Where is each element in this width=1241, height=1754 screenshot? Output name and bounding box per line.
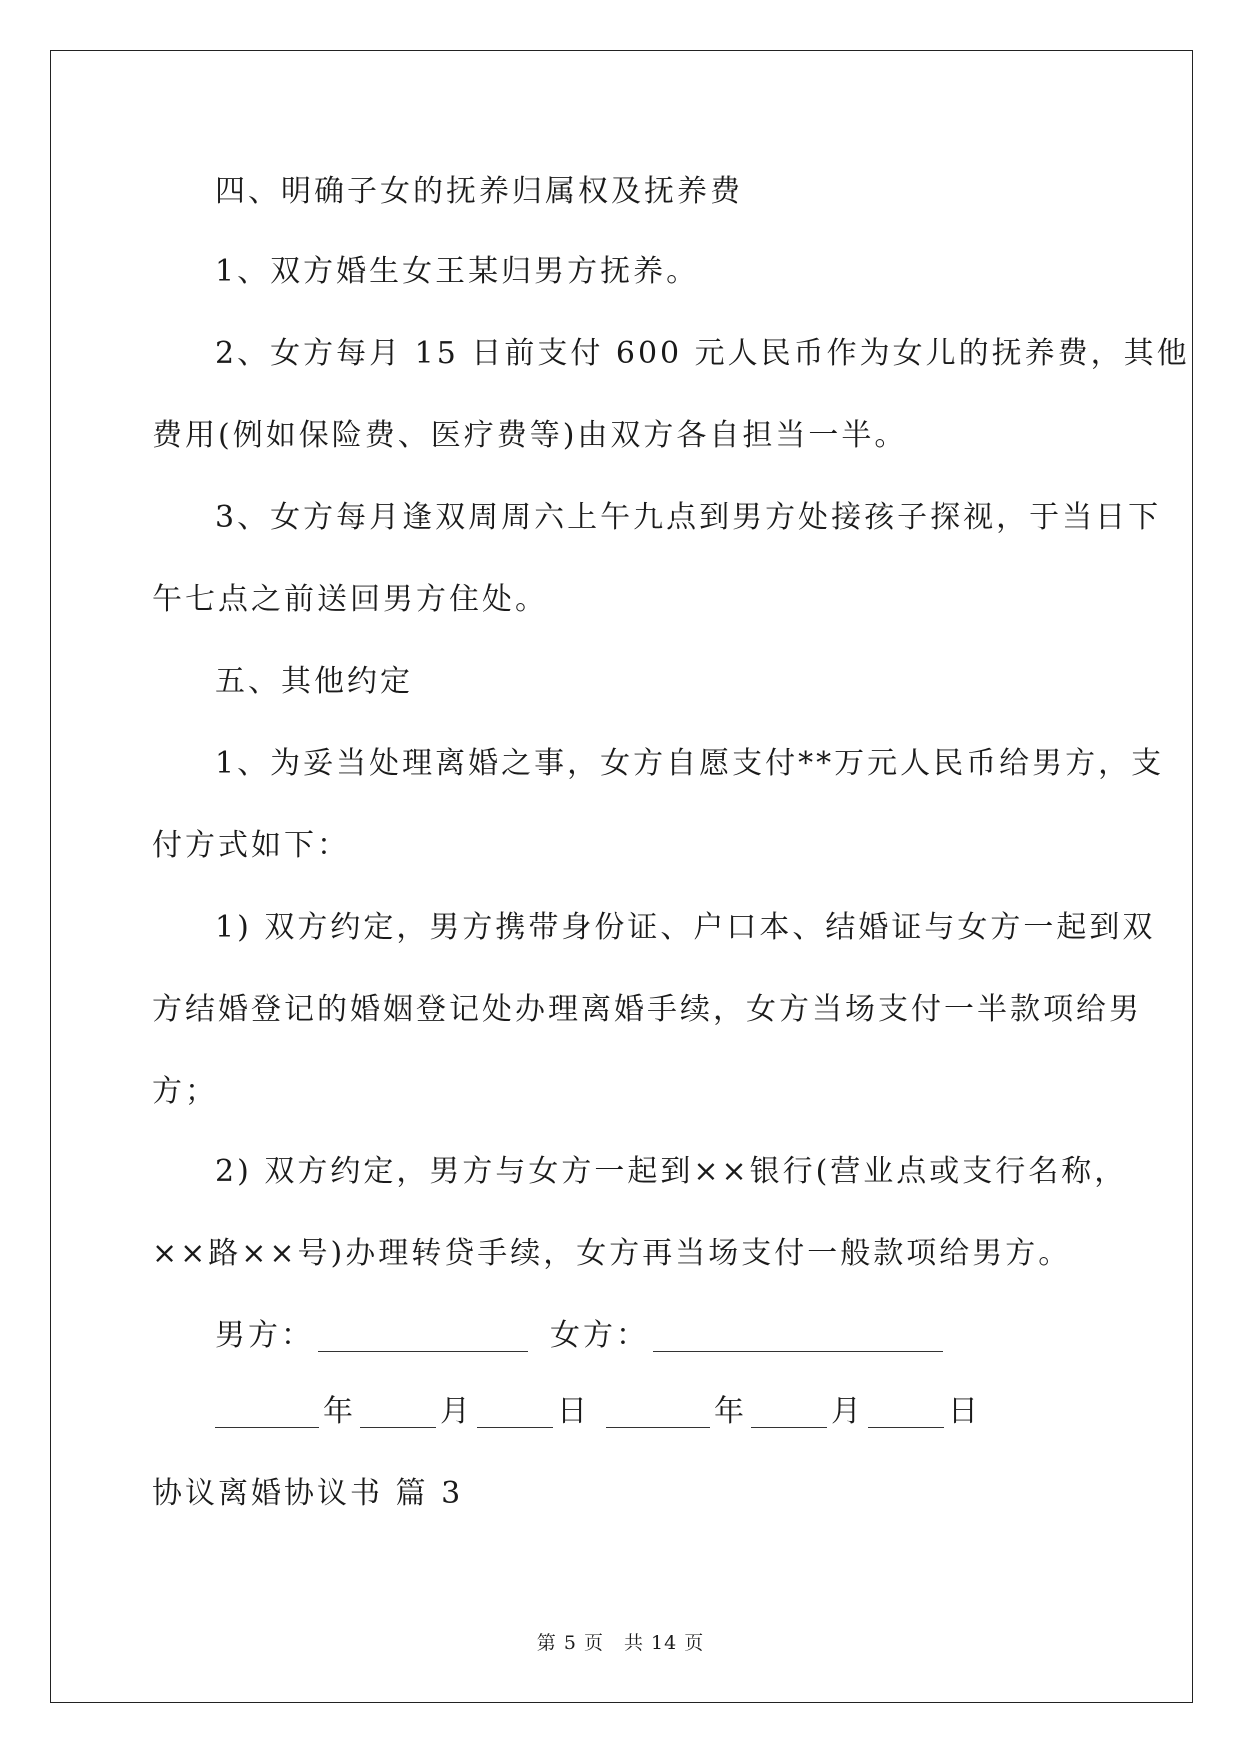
male-day-field[interactable] [477,1397,553,1428]
paragraph-line: 2) 双方约定，男方与女方一起到××银行(营业点或支行名称， [215,1154,1128,1189]
signature-row [215,1316,947,1356]
female-day-field[interactable] [868,1397,944,1428]
female-year-field[interactable] [606,1397,710,1428]
year-label: 年 [323,1394,356,1429]
paragraph-line: ××路××号)办理转贷手续，女方再当场支付一般款项给男方。 [152,1236,1072,1271]
month-label: 月 [440,1394,473,1429]
day-label: 日 [557,1394,590,1429]
paragraph-line: 2、女方每月 15 日前支付 600 元人民币作为女儿的抚养费，其他 [215,336,1190,371]
paragraph-line: 1) 双方约定，男方携带身份证、户口本、结婚证与女方一起到双 [215,910,1156,945]
date-row [215,1392,981,1432]
male-year-field[interactable] [215,1397,319,1428]
male-month-field[interactable] [360,1397,436,1428]
year-label: 年 [714,1394,747,1429]
paragraph-line: 3、女方每月逢双周周六上午九点到男方处接孩子探视，于当日下 [215,500,1162,535]
paragraph-line: 费用(例如保险费、医疗费等)由双方各自担当一半。 [152,418,908,453]
section-heading-4: 四、明确子女的抚养归属权及抚养费 [215,174,743,209]
next-section-heading: 协议离婚协议书 篇 3 [152,1476,464,1511]
male-signature-label: 男方： [215,1318,314,1353]
page-border [50,50,1193,1703]
female-signature-label: 女方： [550,1318,649,1353]
section-heading-5: 五、其他约定 [215,664,413,699]
paragraph-line: 午七点之前送回男方住处。 [152,582,548,617]
paragraph-line: 1、为妥当处理离婚之事，女方自愿支付**万元人民币给男方，支 [215,746,1165,781]
day-label: 日 [948,1394,981,1429]
paragraph-line: 方结婚登记的婚姻登记处办理离婚手续，女方当场支付一半款项给男 [152,992,1142,1027]
paragraph-line: 1、双方婚生女王某归男方抚养。 [215,254,700,289]
month-label: 月 [831,1394,864,1429]
paragraph-line: 方； [152,1074,218,1109]
page-number: 第 5 页 [536,1632,604,1654]
paragraph-line: 付方式如下： [152,828,350,863]
female-month-field[interactable] [751,1397,827,1428]
male-signature-field[interactable] [318,1321,528,1352]
female-signature-field[interactable] [653,1321,943,1352]
page-total: 共 14 页 [623,1632,705,1654]
page-footer [0,1628,1241,1655]
